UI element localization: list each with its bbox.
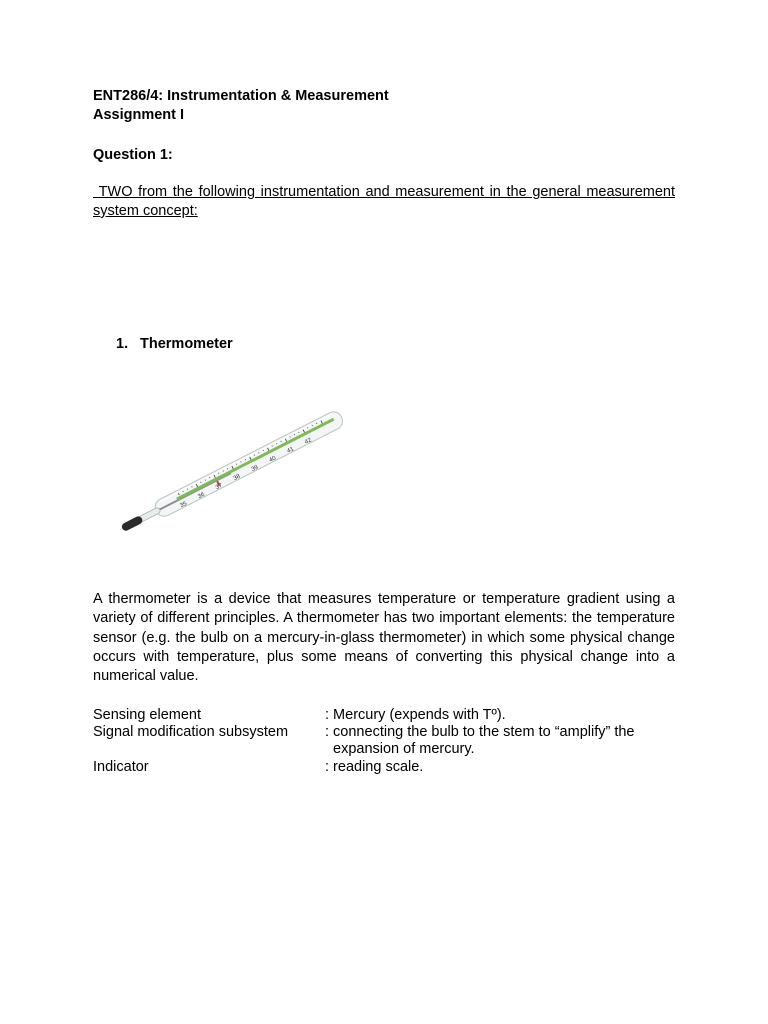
- scale-label: 37: [214, 482, 224, 492]
- element-label: Signal modification subsystem: [93, 724, 289, 740]
- scale-label: 36: [197, 491, 206, 501]
- question-intro: TWO from the following instrumentation and measurement in the general measurement system concept:: [93, 184, 675, 219]
- assignment-title: Assignment I: [93, 107, 185, 123]
- course-title: ENT286/4: Instrumentation & Measurement: [93, 88, 389, 104]
- scale-label: 40: [268, 455, 278, 464]
- scale-label: 39: [250, 464, 260, 473]
- element-value: : connecting the bulb to the stem to “amplify” the: [325, 724, 635, 740]
- list-item-number: 1.: [116, 336, 129, 352]
- element-label: Indicator: [93, 759, 149, 775]
- element-value: : reading scale.: [325, 759, 424, 775]
- element-label: Sensing element: [93, 707, 202, 723]
- question-label: Question 1:: [93, 147, 173, 163]
- description-paragraph: A thermometer is a device that measures temperature or temperature gradient using a variety of different principles. A thermometer has two important elements: the temperature sensor (e.g. the bulb on a mercury-in-glass thermometer) in which some physical change occurs with temperature, plus some means of converting this physical change into a numerical value.: [93, 591, 675, 685]
- list-item-title: Thermometer: [140, 336, 233, 352]
- scale-label: 42: [304, 437, 313, 446]
- scale-label: 41: [286, 446, 295, 455]
- list-item-thermometer: [116, 335, 233, 354]
- scale-label: 35: [179, 500, 189, 510]
- scale-label: 38: [232, 473, 242, 483]
- thermometer-image: [110, 400, 360, 540]
- element-value: : Mercury (expends with Tº).: [325, 707, 506, 723]
- element-value-continuation: expansion of mercury.: [333, 741, 475, 757]
